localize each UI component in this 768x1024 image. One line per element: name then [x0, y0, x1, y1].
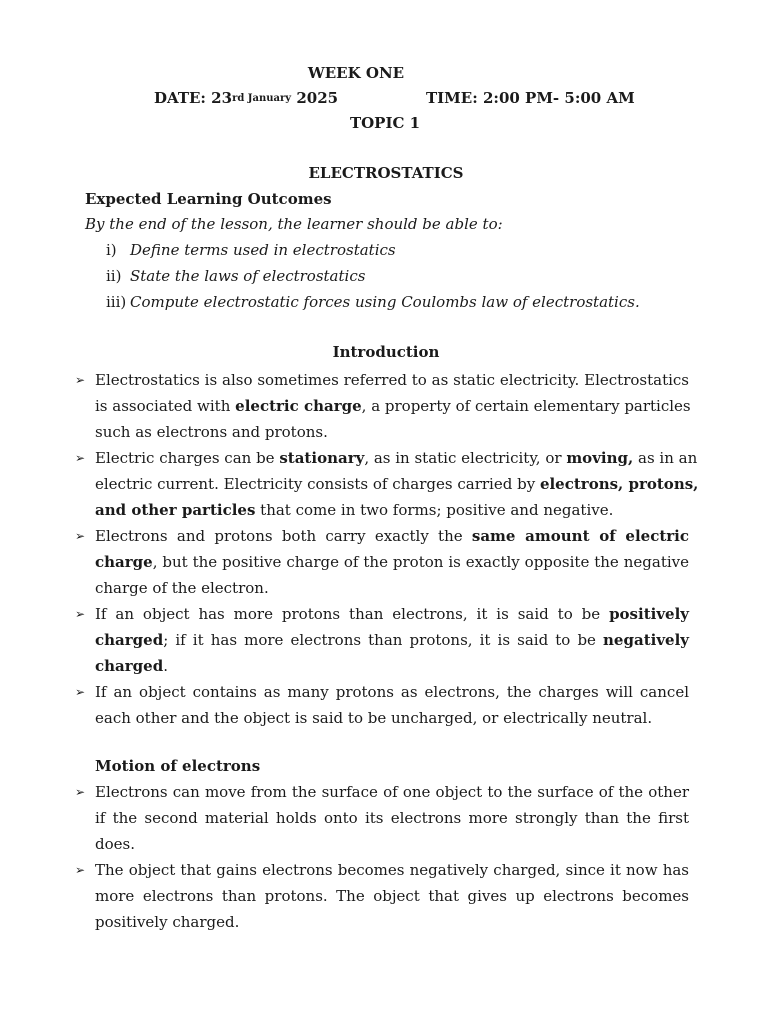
time-line: TIME: 2:00 PM- 5:00 AM: [426, 89, 635, 107]
outcomes-heading: Expected Learning Outcomes: [85, 190, 332, 208]
topic-heading: TOPIC 1: [349, 114, 421, 132]
outcome-item: [106, 293, 640, 311]
date-year: 2025: [296, 89, 339, 107]
bullet-line: is associated with electric charge, a property of certain elementary particles: [95, 397, 691, 415]
bold-term: charged: [95, 657, 164, 675]
bullet-item: [0, 679, 689, 731]
outcomes-lead: By the end of the lesson, the learner should be able to:: [85, 215, 503, 233]
bullet-line: Electric charges can be stationary, as in static electricity, or moving, as in an: [95, 449, 698, 467]
outcome-item: [106, 241, 396, 259]
introduction-heading: Introduction: [332, 343, 440, 361]
outcome-text: State the laws of electrostatics: [130, 267, 366, 285]
bold-term: electrons, protons,: [539, 475, 699, 493]
arrow-bullet-icon: ➢: [75, 785, 86, 799]
arrow-bullet-icon: ➢: [75, 373, 86, 387]
bullet-line: charge, but the positive charge of the proton is exactly opposite the negative: [95, 553, 689, 571]
bullet-line: The object that gains electrons becomes negatively charged, since it now has: [95, 861, 689, 879]
bold-term: electric charge: [235, 397, 362, 415]
bullet-item: [0, 779, 689, 857]
outcome-item: [106, 267, 365, 285]
bullet-line: such as electrons and protons.: [95, 423, 328, 441]
bullet-line: charge of the electron.: [95, 579, 269, 597]
bold-term: and other particles: [95, 501, 256, 519]
bullet-line: Electrostatics is also sometimes referred to as static electricity. Electrostatics: [95, 371, 689, 389]
date-prefix: DATE: 23: [154, 89, 233, 107]
bold-term: moving,: [566, 449, 634, 467]
outcome-text: Define terms used in electrostatics: [130, 241, 396, 259]
introduction-list: [0, 367, 699, 731]
bullet-line: Electrons and protons both carry exactly the same amount of electric: [95, 527, 689, 545]
outcome-text: Compute electrostatic forces using Coulombs law of electrostatics.: [130, 293, 640, 311]
date-line: [154, 89, 338, 107]
outcome-number: iii): [106, 293, 127, 311]
bullet-line: each other and the object is said to be uncharged, or electrically neutral.: [95, 709, 653, 727]
bold-term: charge: [95, 553, 153, 571]
outcome-number: i): [106, 241, 117, 259]
bullet-line: if the second material holds onto its electrons more strongly than the first: [95, 809, 689, 827]
week-heading: WEEK ONE: [307, 64, 405, 82]
bullet-line: electric current. Electricity consists of charges carried by electrons, protons,: [95, 475, 699, 493]
arrow-bullet-icon: ➢: [75, 607, 86, 621]
bullet-line: does.: [95, 835, 135, 853]
motion-heading: Motion of electrons: [95, 757, 261, 775]
bullet-line: charged.: [95, 657, 168, 675]
arrow-bullet-icon: ➢: [75, 451, 86, 465]
bullet-line: more electrons than protons. The object that gives up electrons becomes: [95, 887, 689, 905]
bold-term: negatively: [603, 631, 689, 649]
bold-term: charged: [95, 631, 164, 649]
bullet-item: [0, 857, 689, 935]
date-superscript: rd January: [232, 93, 292, 104]
bullet-line: If an object has more protons than electrons, it is said to be positively: [95, 605, 689, 623]
bold-term: positively: [609, 605, 689, 623]
bullet-item: [0, 445, 699, 523]
bullet-line: charged; if it has more electrons than protons, it is said to be negatively: [95, 631, 689, 649]
motion-list: [0, 779, 689, 935]
page-title: ELECTROSTATICS: [308, 164, 464, 182]
arrow-bullet-icon: ➢: [75, 685, 86, 699]
bold-term: same amount of electric: [471, 527, 689, 545]
arrow-bullet-icon: ➢: [75, 863, 86, 877]
bullet-item: [0, 367, 689, 445]
bullet-line: positively charged.: [95, 913, 240, 931]
bullet-item: [0, 523, 689, 601]
outcome-number: ii): [106, 267, 122, 285]
bullet-line: and other particles that come in two forms; positive and negative.: [95, 501, 614, 519]
bullet-line: If an object contains as many protons as electrons, the charges will cancel: [95, 683, 689, 701]
bullet-line: Electrons can move from the surface of one object to the surface of the other: [95, 783, 689, 801]
bold-term: stationary: [279, 449, 365, 467]
arrow-bullet-icon: ➢: [75, 529, 86, 543]
bullet-item: [0, 601, 689, 679]
